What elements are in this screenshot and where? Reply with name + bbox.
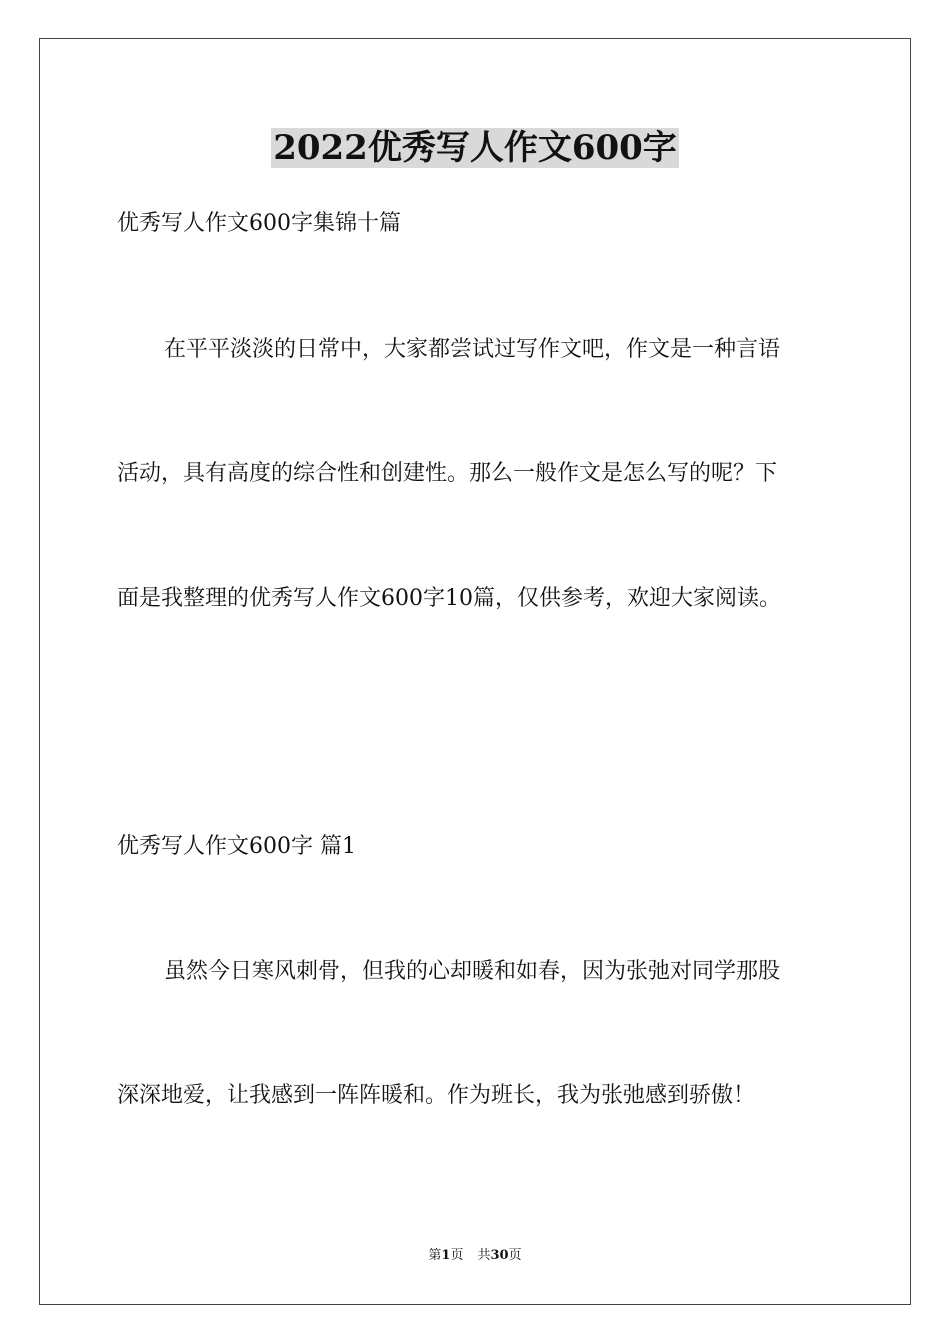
total-prefix: 共 <box>477 1248 491 1263</box>
paragraph-line: 活动，具有高度的综合性和创建性。那么一般作文是怎么写的呢？下 <box>117 461 778 486</box>
total-suffix: 页 <box>508 1248 522 1263</box>
paragraph-line: 在平平淡淡的日常中，大家都尝试过写作文吧，作文是一种言语 <box>164 337 781 362</box>
paragraph-line: 深深地爱，让我感到一阵阵暖和。作为班长，我为张弛感到骄傲！ <box>117 1083 756 1108</box>
section-heading: 优秀写人作文600字 篇1 <box>117 834 356 859</box>
document-title: 2022优秀写人作文600字 <box>273 128 677 168</box>
page-prefix: 第 <box>428 1248 442 1263</box>
page-footer <box>0 1248 950 1264</box>
page-suffix: 页 <box>450 1248 464 1263</box>
document-subtitle: 优秀写人作文600字集锦十篇 <box>117 211 401 236</box>
paragraph-line: 面是我整理的优秀写人作文600字10篇，仅供参考，欢迎大家阅读。 <box>117 586 781 611</box>
paragraph-line: 虽然今日寒风刺骨，但我的心却暖和如春，因为张弛对同学那股 <box>164 959 781 984</box>
total-pages: 30 <box>490 1248 509 1263</box>
page-number: 1 <box>441 1248 451 1263</box>
title-container <box>0 128 950 168</box>
